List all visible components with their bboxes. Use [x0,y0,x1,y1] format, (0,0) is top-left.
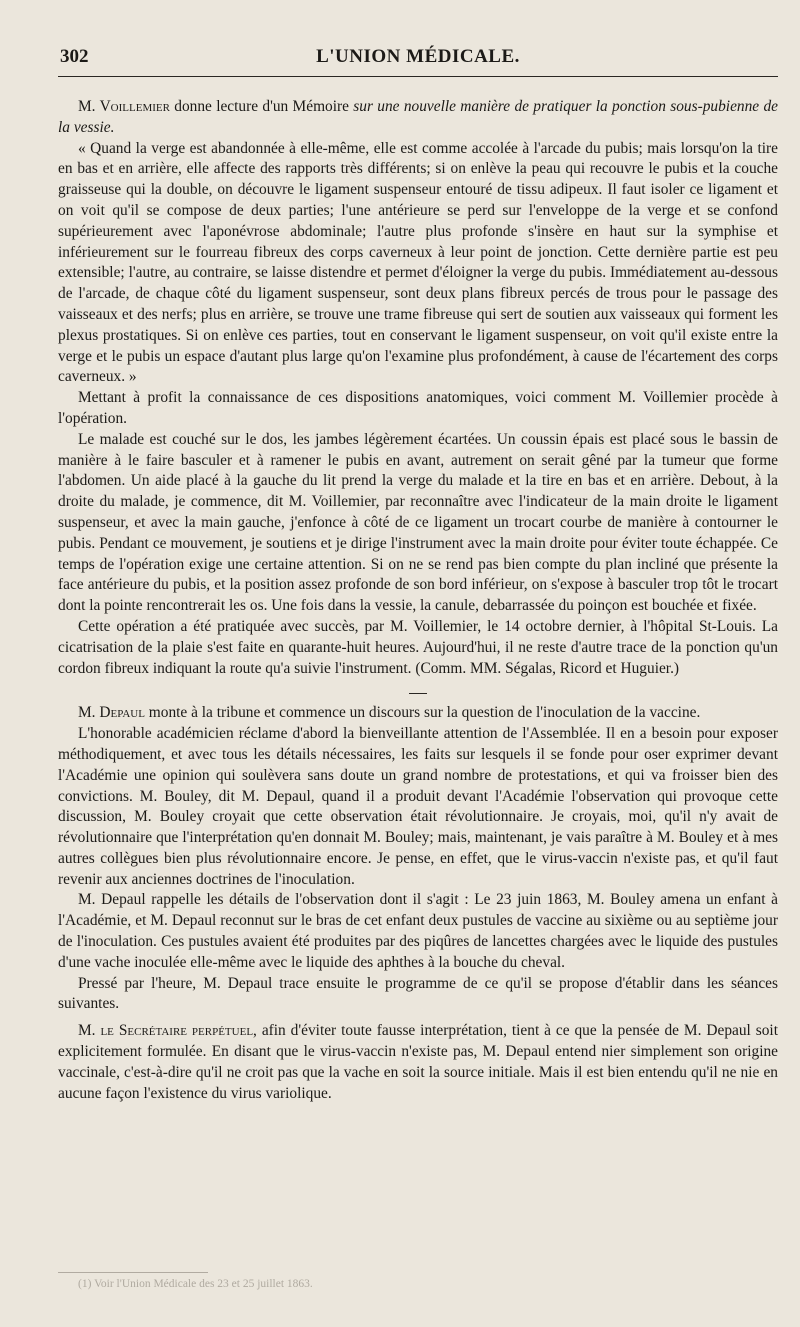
paragraph [58,97,778,139]
page-header [58,42,778,77]
section-separator [58,683,778,695]
memoir-title: sur une nouvelle manière de pratiquer la ponction sous-pubienne de la vessie. [58,98,778,136]
running-title: L'UNION MÉDICALE. [316,46,520,67]
footnote: (1) Voir l'Union Médicale des 23 et 25 juillet 1863. [78,1278,313,1290]
speaker-name: M. Depaul [78,704,145,722]
paragraph: M. Depaul rappelle les détails de l'observation dont il s'agit : Le 23 juin 1863, M. Bouley amena un enfant à l'Académie, et M. Depaul reconnut sur le bras de cet enfant deux pustules de vaccine au sixième ou au septième jour de l'inoculation. Ces pustules avaient été produites par des piqûres de lancettes chargées avec le liquide des pustules d'une vache inoculée elle-même avec le liquide des aphthes à la bouche du cheval. [58,891,778,971]
speaker-name: M. le Secrétaire perpétuel, [78,1022,257,1040]
paragraph: Le malade est couché sur le dos, les jambes légèrement écartées. Un coussin épais est placé sous le bassin de manière à le faire basculer et à ramener le pubis en avant, autrement on serait gêné par la tumeur que forme l'abdomen. Un aide placé à la gauche du lit prend la verge du malade et la tire en bas et en arrière. Debout, à la droite du malade, je commence, dit M. Voillemier, par reconnaître avec l'indicateur de la main droite le ligament suspenseur, et avec la main gauche, j'enfonce à côté de ce ligament un trocart courbe de manière à contourner le pubis. Pendant ce mouvement, je soutiens et je dirige l'instrument avec la main droite pour éviter toute échappée. Ce temps de l'opération exige une certaine attention. Si on ne se rend pas bien compte du plan incliné que présente la face antérieure du pubis, et la position assez profonde de son bord inférieur, on s'expose à basculer trop tôt le trocart dont la pointe rencontrerait les os. Une fois dans la vessie, la canule, debarrassée du poinçon est bouchée et fixée. [58,430,778,615]
paragraph: « Quand la verge est abandonnée à elle-même, elle est comme accolée à l'arcade du pubis; mais lorsqu'on la tire en bas et en arrière, elle affecte des rapports très différents; si on enlève la peau qui recouvre le pubis et la couche graisseuse qui la double, on découvre le ligament suspenseur entouré de tissu adipeux. Il faut isoler ce ligament et on voit qu'il se compose de deux parties; l'une antérieure se perd sur l'enveloppe de la verge et se confond supérieurement avec l'aponévrose abdominale; l'autre plus profonde s'insère en haut sur la symphise et inférieurement sur le fourreau fibreux des corps caverneux à leur point de jonction. Cette dernière partie est peu extensible; l'autre, au contraire, se laisse distendre et permet d'éloigner la verge du pubis. Immédiatement au-dessous de l'arcade, de chaque côté du ligament suspenseur, sont deux plans fibreux percés de trous pour le passage des vaisseaux et des nerfs; plus en arrière, se trouve une trame fibreuse qui sert de soutien aux vaisseaux qui forment les plexus prostatiques. Si on enlève ces parties, tout en conservant le ligament suspenseur, on voit qu'il existe entre la verge et le pubis un espace d'autant plus large qu'on l'examine plus profondément, à cause de l'écartement des corps caverneux. » [58,139,778,386]
paragraph-text: afin d'éviter toute fausse interprétation, tient à ce que la pensée de M. Depaul soit explicitement formulée. En disant que le virus-vaccin n'existe pas, M. Depaul entend nier simplement son origine vaccinale, c'est-à-dire qu'il ne croit pas que la vache en soit la source initiale. Mais il est bien entendu qu'il ne nie en aucune façon l'existence du virus variolique. [58,1022,778,1102]
paragraph-text: donne lecture d'un Mémoire [169,98,354,115]
page-number: 302 [60,46,89,67]
paragraph: Pressé par l'heure, M. Depaul trace ensuite le programme de ce qu'il se propose d'établir dans les séances suivantes. [58,974,778,1013]
section-depaul [58,703,778,1104]
speaker-name: M. Voillemier [78,98,170,115]
paragraph [58,703,778,724]
paragraph: Mettant à profit la connaissance de ces dispositions anatomiques, voici comment M. Voillemier procède à l'opération. [58,389,778,427]
article-body [58,97,778,1104]
paragraph-text: monte à la tribune et commence un discours sur la question de l'inoculation de la vaccine. [144,704,701,722]
section-voillemier [58,97,778,679]
paragraph [58,1021,778,1104]
footnote-rule [58,1272,208,1273]
paragraph: L'honorable académicien réclame d'abord la bienveillante attention de l'Assemblée. Il en a besoin pour exposer méthodiquement, et avec tous les détails nécessaires, les faits sur lesquels il se fonde pour oser exprimer devant l'Académie une opinion qui soulèvera sans doute un grand nombre de protestations, et qui va froisser bien des convictions. M. Bouley, dit M. Depaul, quand il a produit devant l'Académie l'observation qui provoque cette discussion, M. Bouley croyait que cette observation était révolutionnaire. Je croyais, moi, qu'il n'y avait de révolutionnaire que l'interprétation qu'en donnait M. Bouley; mais, maintenant, je vais paraître à M. Bouley et à mes autres collègues bien plus révolutionnaire encore. Je pense, en effet, que le virus-vaccin n'existe pas, et qu'il faut revenir aux anciennes doctrines de l'inoculation. [58,725,778,888]
paragraph: Cette opération a été pratiquée avec succès, par M. Voillemier, le 14 octobre dernier, à l'hôpital St-Louis. La cicatrisation de la plaie s'est faite en quarante-huit heures. Aujourd'hui, il ne reste d'autre trace de la ponction qu'un cordon fibreux indiquant la route qu'a suivie l'instrument. (Comm. MM. Ségalas, Ricord et Huguier.) [58,617,778,677]
